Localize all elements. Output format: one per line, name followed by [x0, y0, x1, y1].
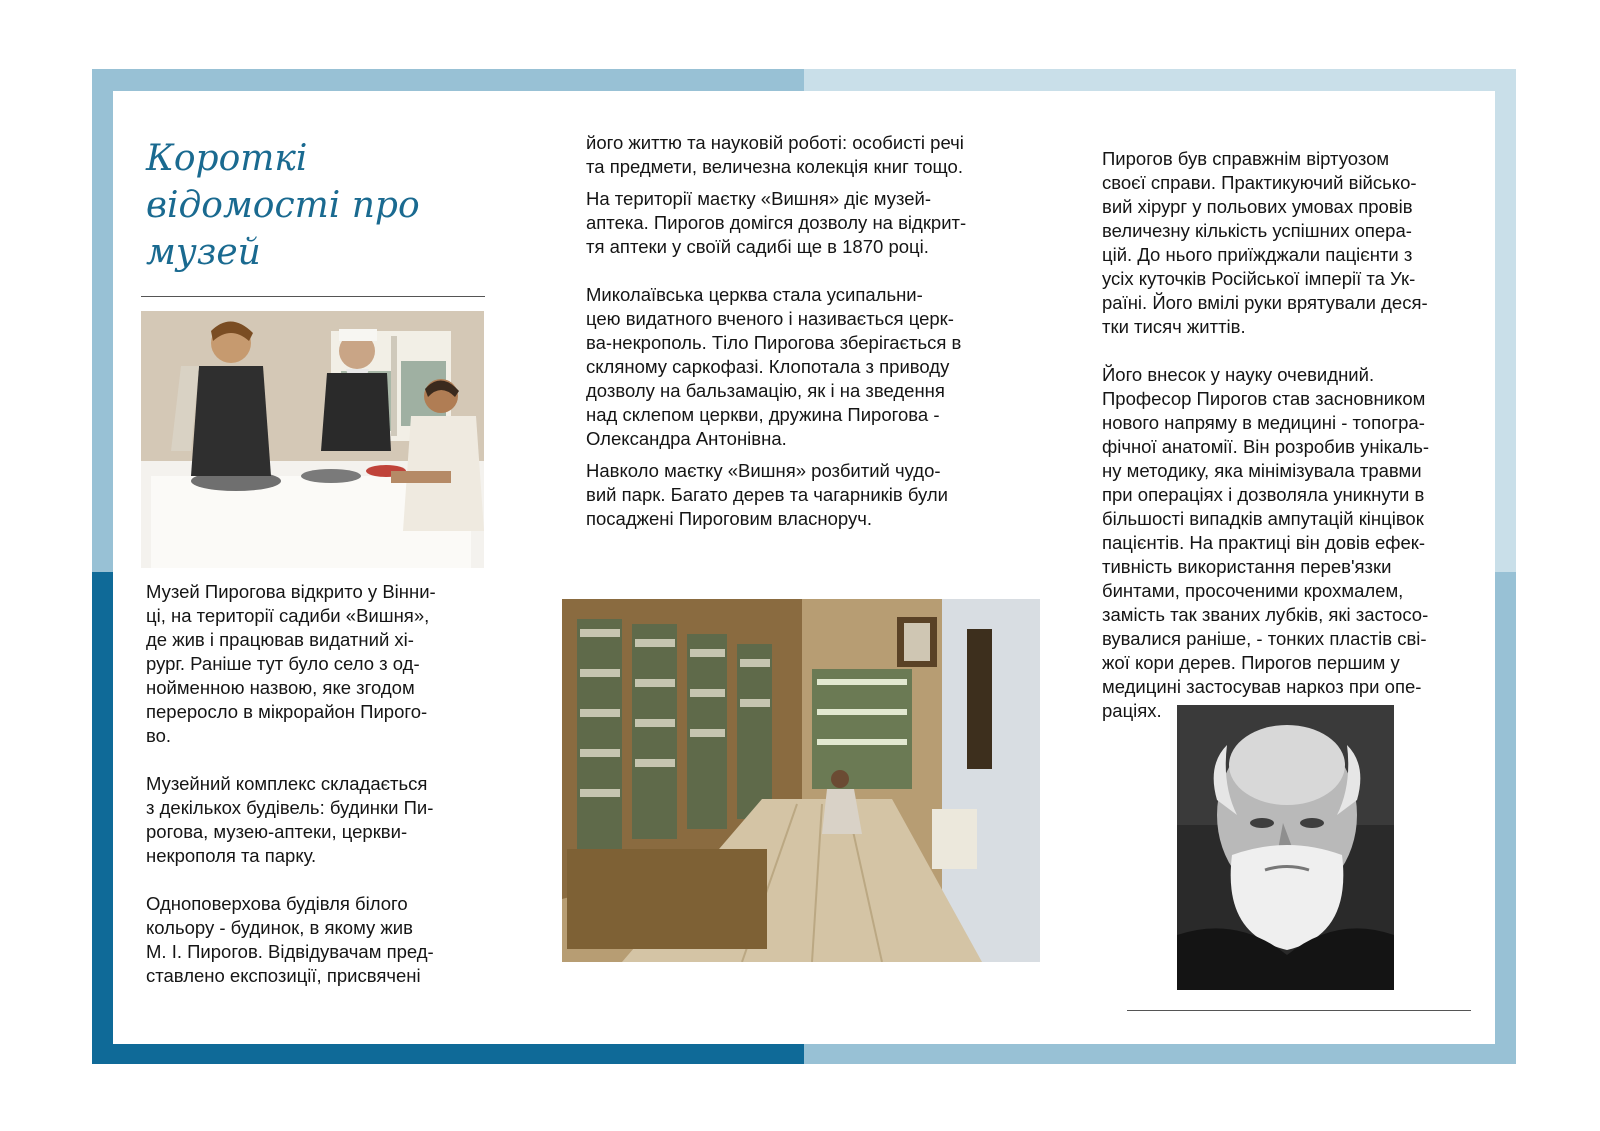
pharmacy-museum-photo — [562, 599, 1040, 962]
paragraph: його життю та науковій роботі: особисті речі та предмети, величезна колекція книг тощо. — [586, 132, 964, 177]
paragraph: Одноповерхова будівля білого кольору - будинок, в якому жив М. І. Пирогов. Відвідувачам пред- ставлено експозиції, присвячені — [146, 893, 434, 986]
portrait-divider — [1127, 1010, 1471, 1011]
title-divider — [141, 296, 485, 297]
paragraph: Музей Пирогова відкрито у Вінни- ці, на території садиби «Вишня», де жив і працював видатний хі- рург. Раніше тут було село з од- нойменною назвою, яке згодом переросло в мікрорайон Пирого- во. — [146, 581, 436, 746]
title-line-1: Короткі — [146, 138, 308, 179]
column-right-text — [1102, 147, 1482, 723]
title-line-3: музей — [146, 232, 261, 273]
paragraph: Миколаївська церква стала усипальни- цею видатного вченого і називається церк- ва-некрополь. Тіло Пирогова зберігається в скляному саркофазі. Клопотала з приводу дозволу на бальзамацію, як і на зведення над склепом церкви, дружина Пирогова - Олександра Антонівна. — [586, 284, 962, 449]
brochure-page — [113, 91, 1495, 1044]
paragraph: На території маєтку «Вишня» діє музей- аптека. Пирогов домігся дозволу на відкрит- тя аптеки у своїй садибі ще в 1870 році. — [586, 188, 967, 257]
column-left-text — [146, 580, 476, 988]
paragraph: Пирогов був справжнім віртуозом своєї справи. Практикуючий військо- вий хірург у польових умовах провів величезну кількість успішних опера- цій. До нього приїжджали пацієнти з усіх куточків Російської імперії та Ук- раїні. Його вмілі руки врятували деся- тки тисяч життів. — [1102, 148, 1428, 337]
surgery-scene-photo — [141, 311, 484, 568]
title-line-2: відомості про — [146, 185, 420, 226]
pirogov-portrait-photo — [1177, 705, 1394, 990]
paragraph: Його внесок у науку очевидний. Професор Пирогов став засновником нового напряму в медицині - топогра- фічної анатомії. Він розробив унікаль- ну методику, яка мінімізувала травми при операціях і дозволяла уникнути в більшості випадків ампутацій кінцівок пацієнтів. На практиці він довів ефек- тивність використання перев'язки бинтами, просоченими крохмалем, замість так званих лубків, які застосо- вувалися раніше, - тонких пластів сві- жої кори дерев. Пирогов першим у медицині застосував наркоз при опе- раціях. — [1102, 364, 1430, 721]
paragraph: Навколо маєтку «Вишня» розбитий чудо- вий парк. Багато дерев та чагарників були посаджені Пироговим власноруч. — [586, 460, 949, 529]
paragraph: Музейний комплекс складається з декількох будівель: будинки Пи- рогова, музею-аптеки, церкви- некрополя та парку. — [146, 773, 434, 866]
column-middle-text — [586, 131, 1031, 531]
page-title — [146, 135, 476, 276]
